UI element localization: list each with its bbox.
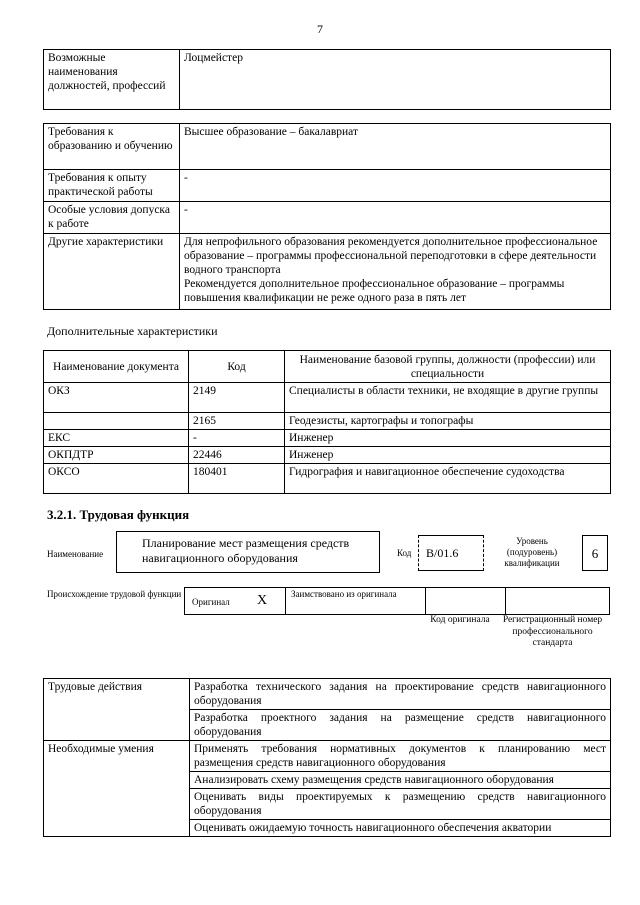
req-experience-value: - <box>180 170 611 202</box>
col-code-header: Код <box>189 351 285 383</box>
origin-label: Происхождение трудовой функции <box>47 589 182 599</box>
req-other-value <box>180 234 611 310</box>
list-item: Оценивать ожидаемую точность навигационного обеспечения акватории <box>190 820 611 837</box>
skills-label: Необходимые умения <box>44 741 190 837</box>
name-cell: Гидрография и навигационное обеспечение судоходства <box>285 464 611 494</box>
code-cell: - <box>189 430 285 447</box>
table-row <box>44 413 611 430</box>
req-education-value: Высшее образование – бакалавриат <box>180 124 611 170</box>
table-row <box>44 447 611 464</box>
doc-cell: ОКЗ <box>44 383 189 413</box>
col-name-header: Наименование базовой группы, должности (профессии) или специальности <box>285 351 611 383</box>
req-conditions-label: Особые условия допуска к работе <box>44 202 180 234</box>
doc-cell: ЕКС <box>44 430 189 447</box>
origin-reg-caption: Регистрационный номер профессионального стандарта <box>502 615 603 648</box>
requirements-table <box>43 123 611 310</box>
list-item: Анализировать схему размещения средств навигационного оборудования <box>190 772 611 789</box>
table-row <box>44 464 611 494</box>
list-item: Разработка проектного задания на размещение средств навигационного оборудования <box>190 710 611 741</box>
code-cell: 2149 <box>189 383 285 413</box>
function-code-value: В/01.6 <box>426 546 459 560</box>
origin-code-caption: Код оригинала <box>430 615 490 625</box>
origin-original-label: Оригинал <box>192 597 230 607</box>
labor-actions-label: Трудовые действия <box>44 679 190 741</box>
function-code-label: Код <box>397 548 412 558</box>
table-row <box>44 430 611 447</box>
col-doc-header: Наименование документа <box>44 351 189 383</box>
name-cell: Инженер <box>285 430 611 447</box>
req-experience-label: Требования к опыту практической работы <box>44 170 180 202</box>
list-item: Оценивать виды проектируемых к размещению средств навигационного оборудования <box>190 789 611 820</box>
name-cell: Специалисты в области техники, не входящие в другие группы <box>285 383 611 413</box>
req-conditions-value: - <box>180 202 611 234</box>
code-cell: 22446 <box>189 447 285 464</box>
name-cell: Геодезисты, картографы и топографы <box>285 413 611 430</box>
positions-label: Возможные наименования должностей, профессий <box>44 50 180 110</box>
function-name-value: Планирование мест размещения средств навигационного оборудования <box>142 536 350 565</box>
classification-table <box>43 350 611 494</box>
page-number: 7 <box>317 22 323 36</box>
req-education-label: Требования к образованию и обучению <box>44 124 180 170</box>
function-level-label: Уровень (подуровень) квалификации <box>504 536 560 568</box>
positions-table <box>43 49 611 110</box>
doc-cell: ОКСО <box>44 464 189 494</box>
doc-cell: ОКПДТР <box>44 447 189 464</box>
list-item: Разработка технического задания на проектирование средств навигационного оборудования <box>190 679 611 710</box>
origin-box <box>184 587 610 615</box>
section-title: 3.2.1. Трудовая функция <box>47 507 190 522</box>
function-code-box <box>418 535 484 571</box>
req-other-text-2: Рекомендуется дополнительное профессиональное образование – программы повышения квалификации не реже одного раза в пять лет <box>184 278 565 304</box>
code-cell: 180401 <box>189 464 285 494</box>
labor-table <box>43 678 611 837</box>
function-name-box <box>116 531 380 573</box>
code-cell: 2165 <box>189 413 285 430</box>
table-row <box>44 383 611 413</box>
function-level-box <box>582 535 608 571</box>
doc-cell <box>44 413 189 430</box>
req-other-text-1: Для непрофильного образования рекомендуется дополнительное профессиональное образование – программы профессиональной переподготовки в сфере деятельности водного транспорта <box>184 236 598 276</box>
name-cell: Инженер <box>285 447 611 464</box>
origin-original-mark: X <box>257 593 268 608</box>
list-item: Применять требования нормативных документов к планированию мест размещения средств навигационного оборудования <box>190 741 611 772</box>
additional-title: Дополнительные характеристики <box>47 324 218 338</box>
req-other-label: Другие характеристики <box>44 234 180 310</box>
function-level-value: 6 <box>591 546 599 561</box>
function-name-label: Наименование <box>47 549 104 559</box>
positions-value: Лоцмейстер <box>180 50 611 110</box>
origin-borrowed-label: Заимствовано из оригинала <box>291 589 397 599</box>
